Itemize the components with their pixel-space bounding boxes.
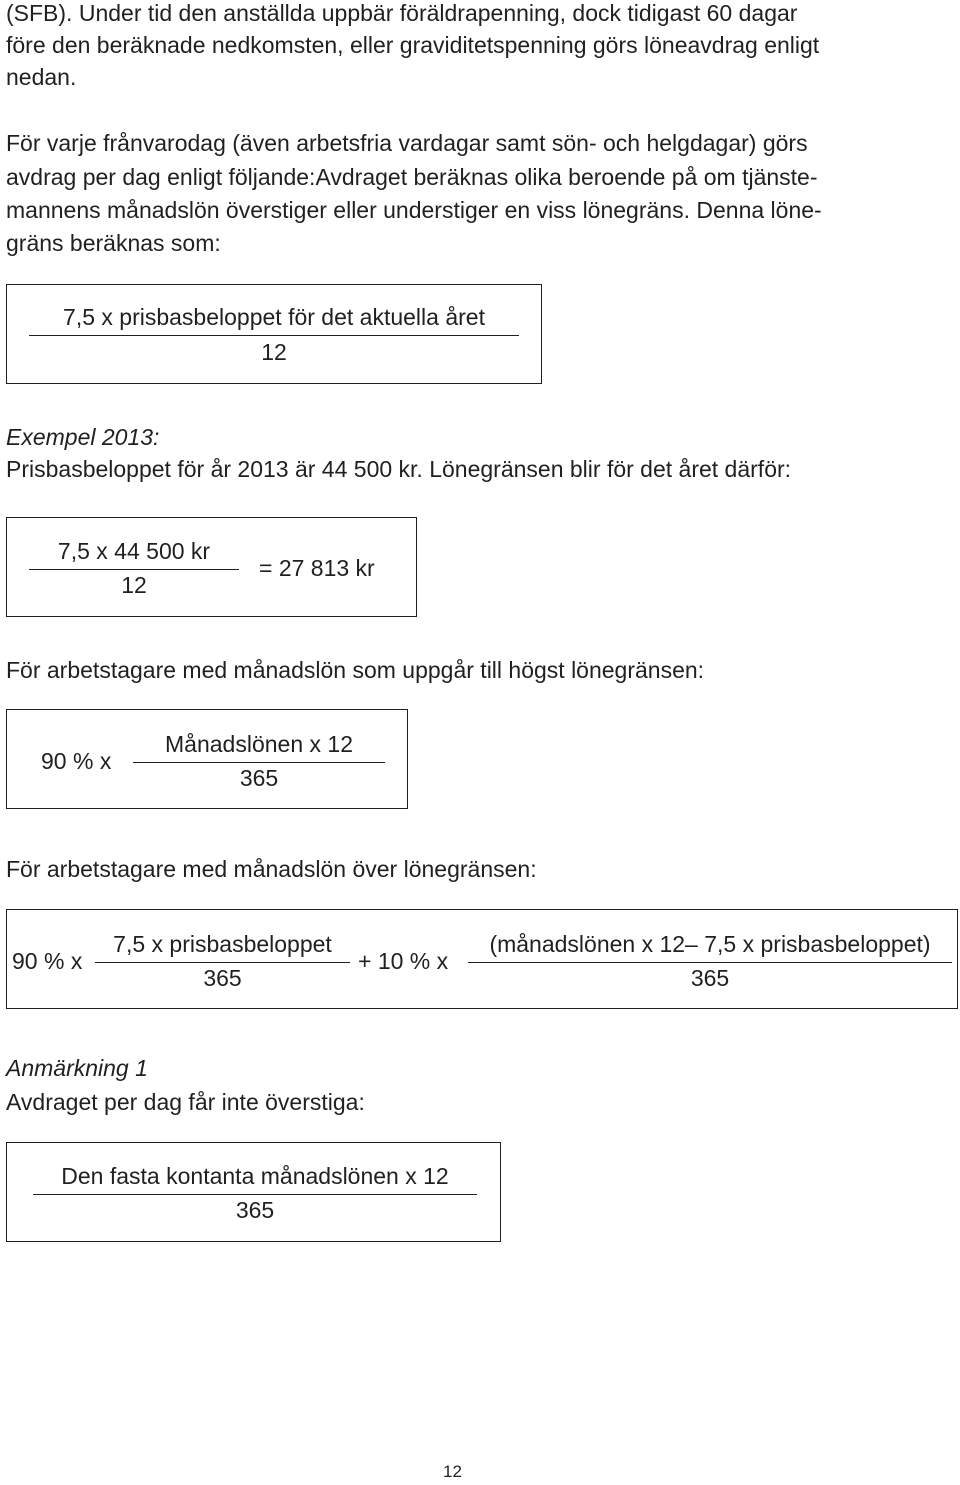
intro-line-3: nedan. [6,64,77,90]
example-text: Prisbasbeloppet för år 2013 är 44 500 kr. Lönegränsen blir för det året därför: [6,456,792,482]
formula-above-prefix: 90 % x [12,948,83,974]
formula-limit-denominator: 12 [261,339,287,365]
fraction-line [33,1194,477,1195]
formula-box-below [6,709,408,809]
formula-example-denominator: 12 [121,572,147,598]
formula-above-denominator-2: 365 [690,965,730,991]
formula-example-numerator: 7,5 x 44 500 kr [57,538,211,564]
formula-below-denominator: 365 [239,765,279,791]
intro-line-1: (SFB). Under tid den anställda uppbär föräldrapenning, dock tidigast 60 dagar [6,0,798,26]
fraction-line [29,335,519,336]
formula-example-result: = 27 813 kr [259,555,375,581]
formula-below-prefix: 90 % x [41,748,112,774]
formula-box-above [6,909,958,1009]
paragraph-line-4: gräns beräknas som: [6,230,221,256]
fraction-line [133,762,385,763]
note-text: Avdraget per dag får inte överstiga: [6,1089,365,1115]
fraction-line [468,962,952,963]
formula-max-numerator: Den fasta kontanta månadslönen x 12 [61,1163,449,1189]
formula-above-denominator-1: 365 [203,965,242,991]
formula-box-limit [6,284,542,384]
formula-below-numerator: Månadslönen x 12 [165,731,353,757]
below-limit-text: För arbetstagare med månadslön som uppgår till högst lönegränsen: [6,657,705,683]
page-number: 12 [443,1462,462,1481]
formula-above-numerator-1: 7,5 x prisbasbeloppet [113,931,332,957]
formula-above-middle: + 10 % x [358,948,449,974]
formula-above-numerator-2: (månadslönen x 12– 7,5 x prisbasbeloppet) [489,931,931,957]
fraction-line [29,569,239,570]
formula-limit-numerator: 7,5 x prisbasbeloppet för det aktuella året [63,304,485,330]
paragraph-line-2: avdrag per dag enligt följande:Avdraget beräknas olika beroende på om tjänste- [6,164,818,190]
above-limit-text: För arbetstagare med månadslön över lönegränsen: [6,856,537,882]
fraction-line [95,962,350,963]
formula-max-denominator: 365 [235,1197,275,1223]
intro-line-2: före den beräknade nedkomsten, eller graviditetspenning görs löneavdrag enligt [6,32,820,58]
formula-box-max [6,1142,501,1242]
paragraph-line-3: mannens månadslön överstiger eller understiger en viss lönegräns. Denna löne- [6,197,822,223]
example-heading: Exempel 2013: [6,424,160,450]
formula-box-example [6,517,417,617]
note-heading: Anmärkning 1 [6,1055,148,1081]
paragraph-line-1: För varje frånvarodag (även arbetsfria vardagar samt sön- och helgdagar) görs [6,130,808,156]
